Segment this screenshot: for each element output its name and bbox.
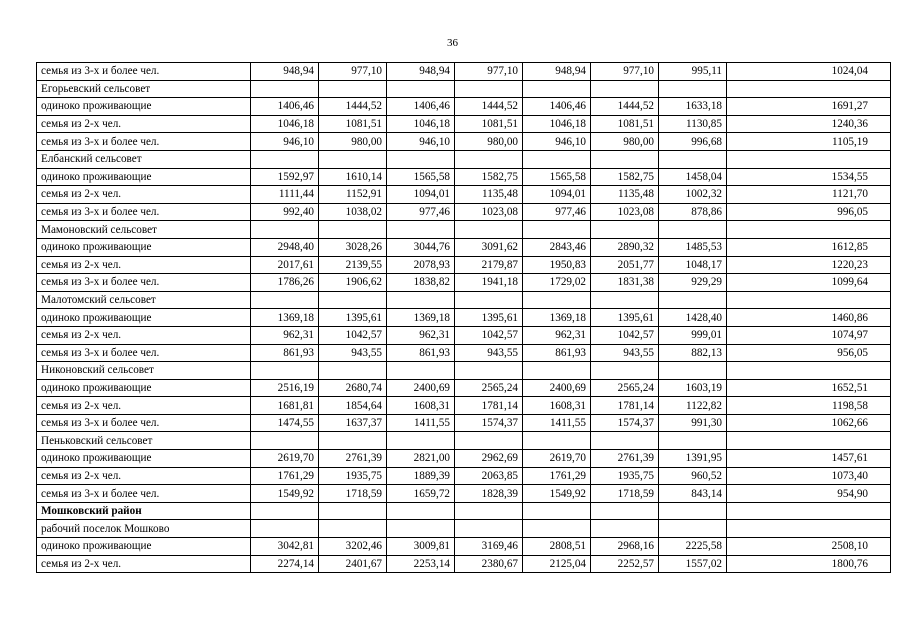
table-cell: 1121,70: [727, 186, 891, 204]
table-cell: 1369,18: [251, 309, 319, 327]
table-row: [37, 555, 891, 573]
tariff-table-body: [37, 63, 891, 573]
table-cell: [659, 291, 727, 309]
row-label: одиноко проживающие: [37, 98, 251, 116]
table-cell: 1582,75: [591, 168, 659, 186]
table-row: [37, 326, 891, 344]
table-cell: 2808,51: [523, 538, 591, 556]
table-cell: 1411,55: [387, 414, 455, 432]
table-cell: [455, 150, 523, 168]
table-cell: 2400,69: [523, 379, 591, 397]
table-cell: [251, 150, 319, 168]
row-label: семья из 3-х и более чел.: [37, 203, 251, 221]
table-cell: 1935,75: [591, 467, 659, 485]
table-cell: 1565,58: [387, 168, 455, 186]
section-label: Егорьевский сельсовет: [37, 80, 251, 98]
table-cell: 1659,72: [387, 485, 455, 503]
table-cell: 1135,48: [591, 186, 659, 204]
table-row: [37, 274, 891, 292]
table-cell: 843,14: [659, 485, 727, 503]
table-cell: 1838,82: [387, 274, 455, 292]
table-cell: 1042,57: [591, 326, 659, 344]
table-cell: 3009,81: [387, 538, 455, 556]
table-cell: [659, 362, 727, 380]
table-cell: 980,00: [319, 133, 387, 151]
table-cell: 1094,01: [523, 186, 591, 204]
table-cell: 1474,55: [251, 414, 319, 432]
table-cell: 980,00: [591, 133, 659, 151]
table-cell: [523, 432, 591, 450]
table-cell: 1023,08: [455, 203, 523, 221]
table-cell: [727, 432, 891, 450]
table-cell: 2078,93: [387, 256, 455, 274]
table-cell: 3091,62: [455, 238, 523, 256]
table-cell: [523, 80, 591, 98]
section-header-row: [37, 221, 891, 239]
table-cell: 2962,69: [455, 450, 523, 468]
table-cell: [319, 80, 387, 98]
table-cell: 1122,82: [659, 397, 727, 415]
table-cell: 1786,26: [251, 274, 319, 292]
table-cell: 977,46: [387, 203, 455, 221]
table-cell: [387, 432, 455, 450]
table-cell: [591, 502, 659, 520]
table-cell: 992,40: [251, 203, 319, 221]
table-cell: 1046,18: [251, 115, 319, 133]
table-cell: 1428,40: [659, 309, 727, 327]
table-cell: [523, 291, 591, 309]
table-cell: 962,31: [251, 326, 319, 344]
row-label: семья из 3-х и более чел.: [37, 274, 251, 292]
table-cell: [251, 502, 319, 520]
table-cell: 1565,58: [523, 168, 591, 186]
table-cell: [659, 221, 727, 239]
table-cell: 946,10: [523, 133, 591, 151]
table-cell: [659, 150, 727, 168]
table-cell: 2225,58: [659, 538, 727, 556]
row-label: семья из 2-х чел.: [37, 186, 251, 204]
row-label: семья из 2-х чел.: [37, 467, 251, 485]
table-cell: [251, 362, 319, 380]
table-cell: [591, 520, 659, 538]
section-label: Малотомский сельсовет: [37, 291, 251, 309]
table-cell: 1081,51: [319, 115, 387, 133]
table-row: [37, 168, 891, 186]
table-cell: 1612,85: [727, 238, 891, 256]
table-row: [37, 379, 891, 397]
table-cell: 3042,81: [251, 538, 319, 556]
section-header-row: [37, 362, 891, 380]
row-label: одиноко проживающие: [37, 379, 251, 397]
table-cell: 1485,53: [659, 238, 727, 256]
table-cell: 977,10: [319, 63, 387, 81]
table-cell: 1391,95: [659, 450, 727, 468]
table-cell: 1074,97: [727, 326, 891, 344]
table-cell: [455, 520, 523, 538]
table-cell: [455, 432, 523, 450]
table-cell: 1220,23: [727, 256, 891, 274]
row-label: семья из 3-х и более чел.: [37, 414, 251, 432]
table-cell: 2139,55: [319, 256, 387, 274]
table-cell: [523, 221, 591, 239]
table-cell: 1637,37: [319, 414, 387, 432]
table-cell: 1081,51: [455, 115, 523, 133]
table-cell: 943,55: [455, 344, 523, 362]
section-header-row: [37, 291, 891, 309]
district-header-row: [37, 502, 891, 520]
row-label: одиноко проживающие: [37, 309, 251, 327]
table-cell: 1889,39: [387, 467, 455, 485]
table-cell: 1023,08: [591, 203, 659, 221]
page-number: 36: [447, 37, 458, 49]
table-cell: 1691,27: [727, 98, 891, 116]
table-cell: [523, 150, 591, 168]
table-row: [37, 203, 891, 221]
table-cell: 1002,32: [659, 186, 727, 204]
table-cell: [727, 362, 891, 380]
table-cell: 1099,64: [727, 274, 891, 292]
table-cell: [251, 80, 319, 98]
table-cell: [659, 80, 727, 98]
table-cell: 1048,17: [659, 256, 727, 274]
table-cell: 1608,31: [523, 397, 591, 415]
table-cell: 3044,76: [387, 238, 455, 256]
row-label: семья из 2-х чел.: [37, 326, 251, 344]
table-cell: 1395,61: [591, 309, 659, 327]
section-label: рабочий поселок Мошково: [37, 520, 251, 538]
table-cell: 2761,39: [591, 450, 659, 468]
table-cell: 2619,70: [523, 450, 591, 468]
table-cell: 1081,51: [591, 115, 659, 133]
table-cell: 948,94: [523, 63, 591, 81]
table-cell: [727, 80, 891, 98]
table-cell: 1046,18: [387, 115, 455, 133]
table-cell: 999,01: [659, 326, 727, 344]
table-cell: [523, 520, 591, 538]
table-cell: 1406,46: [387, 98, 455, 116]
table-cell: [387, 502, 455, 520]
table-cell: 1574,37: [455, 414, 523, 432]
table-cell: 1038,02: [319, 203, 387, 221]
table-cell: 1395,61: [319, 309, 387, 327]
table-cell: 1781,14: [591, 397, 659, 415]
section-label: Никоновский сельсовет: [37, 362, 251, 380]
table-cell: [591, 150, 659, 168]
table-cell: 2680,74: [319, 379, 387, 397]
table-cell: [251, 221, 319, 239]
section-label: Мамоновский сельсовет: [37, 221, 251, 239]
table-row: [37, 256, 891, 274]
table-cell: 1411,55: [523, 414, 591, 432]
table-cell: 1369,18: [523, 309, 591, 327]
table-cell: 1941,18: [455, 274, 523, 292]
table-cell: 1718,59: [319, 485, 387, 503]
table-cell: 1652,51: [727, 379, 891, 397]
table-row: [37, 238, 891, 256]
table-cell: 1198,58: [727, 397, 891, 415]
table-cell: 878,86: [659, 203, 727, 221]
row-label: одиноко проживающие: [37, 238, 251, 256]
row-label: одиноко проживающие: [37, 168, 251, 186]
table-cell: 2017,61: [251, 256, 319, 274]
table-cell: 1130,85: [659, 115, 727, 133]
table-cell: 1592,97: [251, 168, 319, 186]
table-cell: [591, 291, 659, 309]
table-cell: 1460,86: [727, 309, 891, 327]
table-cell: 2125,04: [523, 555, 591, 573]
table-cell: 977,46: [523, 203, 591, 221]
table-cell: [387, 80, 455, 98]
table-cell: 1608,31: [387, 397, 455, 415]
table-cell: [591, 362, 659, 380]
table-cell: 954,90: [727, 485, 891, 503]
table-cell: 929,29: [659, 274, 727, 292]
table-cell: 1152,91: [319, 186, 387, 204]
table-cell: 2948,40: [251, 238, 319, 256]
table-row: [37, 344, 891, 362]
table-cell: [319, 502, 387, 520]
table-cell: [319, 432, 387, 450]
table-cell: [387, 362, 455, 380]
table-cell: 1828,39: [455, 485, 523, 503]
table-cell: [319, 362, 387, 380]
row-label: семья из 2-х чел.: [37, 256, 251, 274]
row-label: семья из 2-х чел.: [37, 115, 251, 133]
table-cell: 1800,76: [727, 555, 891, 573]
table-cell: [591, 221, 659, 239]
table-cell: 1406,46: [251, 98, 319, 116]
table-row: [37, 63, 891, 81]
row-label: семья из 3-х и более чел.: [37, 63, 251, 81]
table-cell: [523, 502, 591, 520]
table-cell: 943,55: [591, 344, 659, 362]
table-cell: 962,31: [523, 326, 591, 344]
table-cell: 1718,59: [591, 485, 659, 503]
table-cell: 2179,87: [455, 256, 523, 274]
table-cell: [319, 520, 387, 538]
table-cell: 946,10: [387, 133, 455, 151]
table-cell: 861,93: [387, 344, 455, 362]
table-cell: 2253,14: [387, 555, 455, 573]
table-cell: [659, 432, 727, 450]
row-label: семья из 3-х и более чел.: [37, 485, 251, 503]
table-cell: 2400,69: [387, 379, 455, 397]
table-cell: 1457,61: [727, 450, 891, 468]
table-cell: [659, 502, 727, 520]
table-cell: 3169,46: [455, 538, 523, 556]
section-header-row: [37, 432, 891, 450]
table-row: [37, 186, 891, 204]
table-cell: 2401,67: [319, 555, 387, 573]
table-cell: [455, 221, 523, 239]
table-cell: 1781,14: [455, 397, 523, 415]
table-cell: 1549,92: [251, 485, 319, 503]
table-cell: 996,05: [727, 203, 891, 221]
table-cell: 948,94: [251, 63, 319, 81]
table-row: [37, 485, 891, 503]
table-cell: 995,11: [659, 63, 727, 81]
table-cell: 1534,55: [727, 168, 891, 186]
section-label: Мошковский район: [37, 502, 251, 520]
section-header-row: [37, 80, 891, 98]
table-cell: 1395,61: [455, 309, 523, 327]
table-cell: 1024,04: [727, 63, 891, 81]
table-row: [37, 414, 891, 432]
table-cell: 946,10: [251, 133, 319, 151]
table-cell: 2890,32: [591, 238, 659, 256]
table-cell: 980,00: [455, 133, 523, 151]
table-cell: 977,10: [455, 63, 523, 81]
table-cell: [251, 520, 319, 538]
table-cell: 1906,62: [319, 274, 387, 292]
table-cell: 882,13: [659, 344, 727, 362]
table-cell: 1950,83: [523, 256, 591, 274]
table-cell: [727, 502, 891, 520]
table-cell: 1610,14: [319, 168, 387, 186]
table-cell: [455, 80, 523, 98]
table-cell: 960,52: [659, 467, 727, 485]
table-cell: 1105,19: [727, 133, 891, 151]
table-cell: [387, 291, 455, 309]
table-cell: 1240,36: [727, 115, 891, 133]
section-label: Елбанский сельсовет: [37, 150, 251, 168]
table-cell: 1042,57: [455, 326, 523, 344]
table-cell: 1444,52: [591, 98, 659, 116]
table-cell: 1073,40: [727, 467, 891, 485]
table-cell: [523, 362, 591, 380]
table-cell: 2761,39: [319, 450, 387, 468]
table-cell: 1135,48: [455, 186, 523, 204]
table-cell: 1761,29: [523, 467, 591, 485]
section-label: Пеньковский сельсовет: [37, 432, 251, 450]
table-cell: 1444,52: [319, 98, 387, 116]
table-row: [37, 397, 891, 415]
table-cell: 1062,66: [727, 414, 891, 432]
table-cell: 1935,75: [319, 467, 387, 485]
table-cell: 861,93: [523, 344, 591, 362]
section-header-row: [37, 150, 891, 168]
table-cell: 1458,04: [659, 168, 727, 186]
table-cell: 2051,77: [591, 256, 659, 274]
table-cell: 2821,00: [387, 450, 455, 468]
table-cell: 1406,46: [523, 98, 591, 116]
table-cell: 991,30: [659, 414, 727, 432]
table-cell: 962,31: [387, 326, 455, 344]
table-row: [37, 538, 891, 556]
table-cell: [319, 291, 387, 309]
table-cell: 2843,46: [523, 238, 591, 256]
row-label: семья из 3-х и более чел.: [37, 344, 251, 362]
table-cell: 3202,46: [319, 538, 387, 556]
table-cell: 1557,02: [659, 555, 727, 573]
table-cell: 977,10: [591, 63, 659, 81]
table-cell: [591, 80, 659, 98]
table-cell: [251, 291, 319, 309]
table-cell: [319, 150, 387, 168]
table-cell: 2252,57: [591, 555, 659, 573]
table-cell: 2380,67: [455, 555, 523, 573]
table-cell: 2274,14: [251, 555, 319, 573]
table-cell: 3028,26: [319, 238, 387, 256]
row-label: семья из 2-х чел.: [37, 397, 251, 415]
table-cell: [251, 432, 319, 450]
table-cell: 1444,52: [455, 98, 523, 116]
table-cell: [727, 520, 891, 538]
tariff-table: [36, 62, 891, 573]
table-cell: 1094,01: [387, 186, 455, 204]
table-cell: 1831,38: [591, 274, 659, 292]
row-label: одиноко проживающие: [37, 538, 251, 556]
table-cell: 1681,81: [251, 397, 319, 415]
table-cell: 1729,02: [523, 274, 591, 292]
table-cell: 1582,75: [455, 168, 523, 186]
table-cell: 1633,18: [659, 98, 727, 116]
table-row: [37, 309, 891, 327]
table-cell: [455, 502, 523, 520]
table-cell: 861,93: [251, 344, 319, 362]
row-label: семья из 3-х и более чел.: [37, 133, 251, 151]
table-row: [37, 115, 891, 133]
table-cell: 2508,10: [727, 538, 891, 556]
table-cell: 2516,19: [251, 379, 319, 397]
table-cell: [387, 221, 455, 239]
table-cell: [387, 520, 455, 538]
table-cell: [727, 150, 891, 168]
table-cell: 948,94: [387, 63, 455, 81]
table-cell: 1603,19: [659, 379, 727, 397]
table-cell: 1046,18: [523, 115, 591, 133]
table-cell: [591, 432, 659, 450]
table-cell: 2063,85: [455, 467, 523, 485]
table-cell: [455, 291, 523, 309]
section-header-row: [37, 520, 891, 538]
table-cell: 1854,64: [319, 397, 387, 415]
table-cell: 1042,57: [319, 326, 387, 344]
table-cell: 996,68: [659, 133, 727, 151]
table-cell: 2565,24: [455, 379, 523, 397]
row-label: семья из 2-х чел.: [37, 555, 251, 573]
table-cell: 956,05: [727, 344, 891, 362]
table-cell: [387, 150, 455, 168]
table-cell: [727, 291, 891, 309]
table-cell: 1574,37: [591, 414, 659, 432]
table-cell: [659, 520, 727, 538]
table-cell: [319, 221, 387, 239]
table-row: [37, 467, 891, 485]
row-label: одиноко проживающие: [37, 450, 251, 468]
table-cell: 1111,44: [251, 186, 319, 204]
table-row: [37, 98, 891, 116]
table-row: [37, 450, 891, 468]
table-cell: 2619,70: [251, 450, 319, 468]
table-cell: [727, 221, 891, 239]
table-cell: 1369,18: [387, 309, 455, 327]
table-cell: 1549,92: [523, 485, 591, 503]
table-cell: 2565,24: [591, 379, 659, 397]
table-cell: [455, 362, 523, 380]
table-cell: 943,55: [319, 344, 387, 362]
table-cell: 1761,29: [251, 467, 319, 485]
table-row: [37, 133, 891, 151]
table-cell: 2968,16: [591, 538, 659, 556]
